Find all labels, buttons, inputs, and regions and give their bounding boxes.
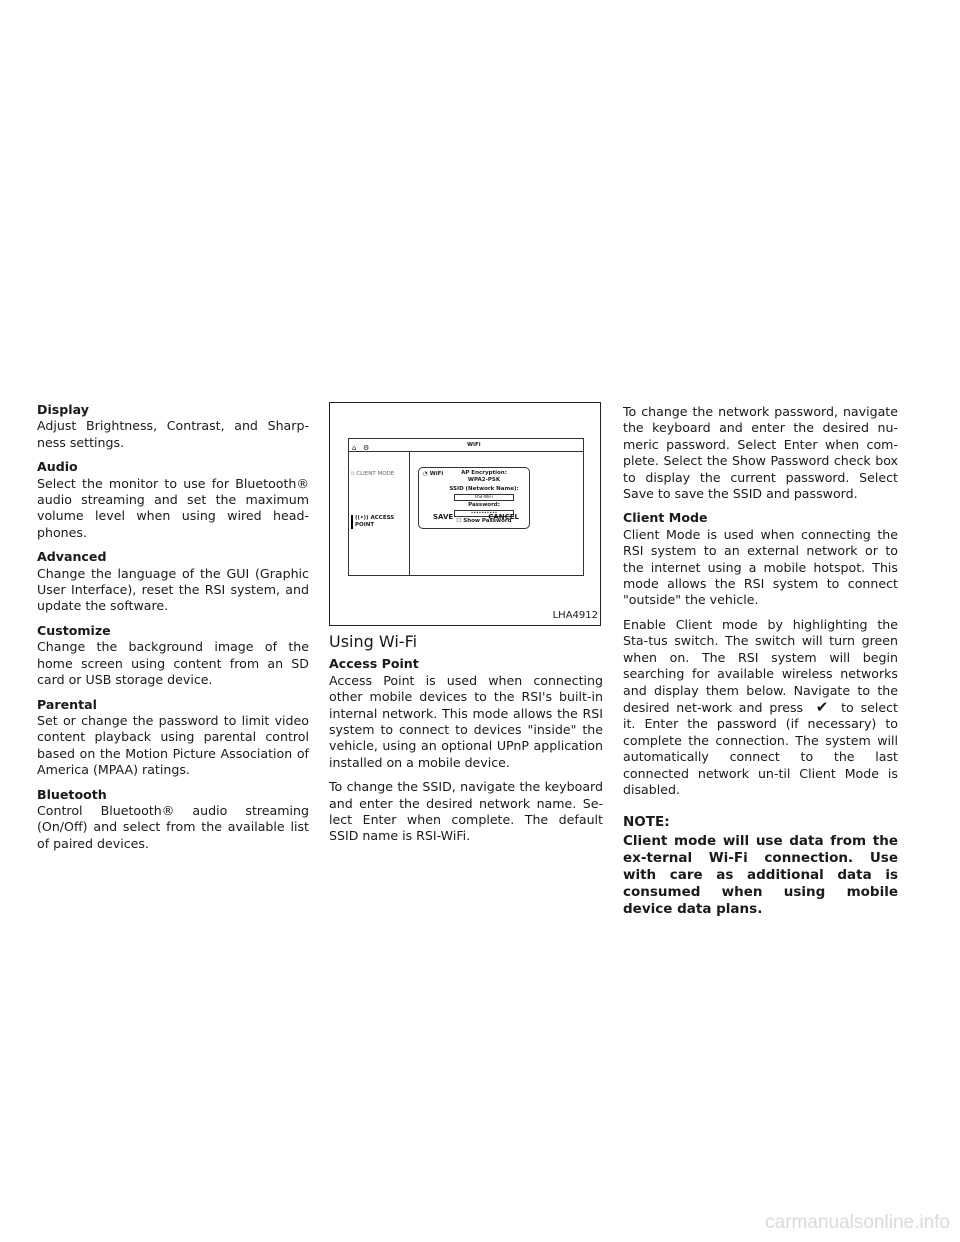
password-label: Password: bbox=[468, 502, 500, 508]
encryption-label: AP Encryption: bbox=[461, 470, 507, 476]
enable-client-text: Enable Client mode by highlighting the Sta-tus switch. The switch will turn green when on. The RSI system will begin searching for available wireless networks and display them below. Navigate to the desired net-work and press ✔ to select it. Enter the password (if necessary) to complete the connection. The system will automatically connect to the last connected network un-til Client Mode is disabled. bbox=[623, 616, 898, 797]
right-column bbox=[623, 404, 898, 926]
dialog-title: ◔ WiFi bbox=[423, 471, 444, 477]
wifi-dialog bbox=[418, 467, 530, 529]
display-text: Adjust Brightness, Contrast, and Sharp-ness settings. bbox=[37, 418, 309, 450]
access-point-item: ((•)) ACCESS POINT bbox=[351, 515, 409, 529]
middle-column bbox=[329, 402, 603, 853]
network-icon: ⁞⁞ bbox=[351, 471, 357, 477]
gear-icon: ⚙ bbox=[363, 444, 370, 452]
advanced-text: Change the language of the GUI (Graphic User Interface), reset the RSI system, and update the software. bbox=[37, 565, 309, 614]
customize-text: Change the background image of the home screen using content from an SD card or USB storage device. bbox=[37, 639, 309, 688]
checkmark-icon: ✔ bbox=[815, 697, 829, 716]
bluetooth-heading: Bluetooth bbox=[37, 786, 107, 802]
parental-heading: Parental bbox=[37, 696, 97, 712]
screen-sidebar bbox=[349, 451, 410, 575]
password-change-text: To change the network password, navigate the keyboard and enter the desired nu-meric password. Select Enter when com-plete. Select the Show Password check box to display the current password. Select Save to save the SSID and password. bbox=[623, 404, 898, 502]
cancel-button: CANCEL bbox=[488, 512, 519, 521]
illustration-screen bbox=[348, 438, 584, 576]
ssid-label: SSID (Network Name): bbox=[449, 486, 519, 492]
wifi-icon: ◔ bbox=[423, 471, 430, 477]
ssid-field: RSI-WiFi bbox=[454, 494, 514, 501]
display-heading: Display bbox=[37, 402, 89, 417]
wifi-settings-illustration bbox=[329, 402, 601, 626]
audio-text: Select the monitor to use for Bluetooth® audio streaming and set the maximum volume level when using wired head-phones. bbox=[37, 475, 309, 540]
home-icon: ⌂ bbox=[352, 444, 357, 452]
client-mode-item: ⁞⁞ CLIENT MODE bbox=[351, 471, 395, 477]
client-mode-text: Client Mode is used when connecting the RSI system to an external network or to the internet using a mobile hotspot. This mode allows the RSI system to connect "outside" the vehicle. bbox=[623, 526, 898, 608]
advanced-heading: Advanced bbox=[37, 549, 107, 565]
show-password-row: ☐ Show Password bbox=[456, 518, 512, 524]
save-button: SAVE bbox=[433, 512, 454, 521]
password-field: •••••••••• bbox=[454, 510, 514, 517]
broadcast-icon: ((•)) bbox=[355, 515, 371, 521]
note-body: Client mode will use data from the ex-ternal Wi-Fi connection. Use with care as additional data is consumed when using mobile device data plans. bbox=[623, 832, 898, 917]
parental-text: Set or change the password to limit video content playback using parental control based on the Motion Picture Association of America (MPAA) ratings. bbox=[37, 712, 309, 778]
encryption-value: WPA2-PSK bbox=[467, 477, 501, 483]
client-mode-heading: Client Mode bbox=[623, 510, 708, 526]
audio-heading: Audio bbox=[37, 459, 78, 475]
customize-heading: Customize bbox=[37, 622, 111, 638]
bluetooth-text: Control Bluetooth® audio streaming (On/Off) and select from the available list of paired devices. bbox=[37, 802, 309, 851]
note-title: NOTE: bbox=[623, 814, 670, 831]
left-column bbox=[37, 402, 309, 860]
header-wifi-label: WiFi bbox=[467, 442, 481, 448]
section-title: Using Wi-Fi bbox=[329, 632, 418, 651]
watermark: carmanualsonline.info bbox=[765, 1212, 950, 1233]
ssid-change-text: To change the SSID, navigate the keyboard and enter the desired network name. Se-lect Enter when complete. The default SSID name is RSI-WiFi. bbox=[329, 779, 603, 844]
access-point-heading: Access Point bbox=[329, 656, 419, 672]
figure-id: LHA4912 bbox=[552, 609, 598, 621]
access-point-text: Access Point is used when connecting other mobile devices to the RSI's built-in internal network. This mode allows the RSI system to connect to devices "inside" the vehicle, using an optional UPnP application installed on a mobile device. bbox=[329, 672, 603, 770]
